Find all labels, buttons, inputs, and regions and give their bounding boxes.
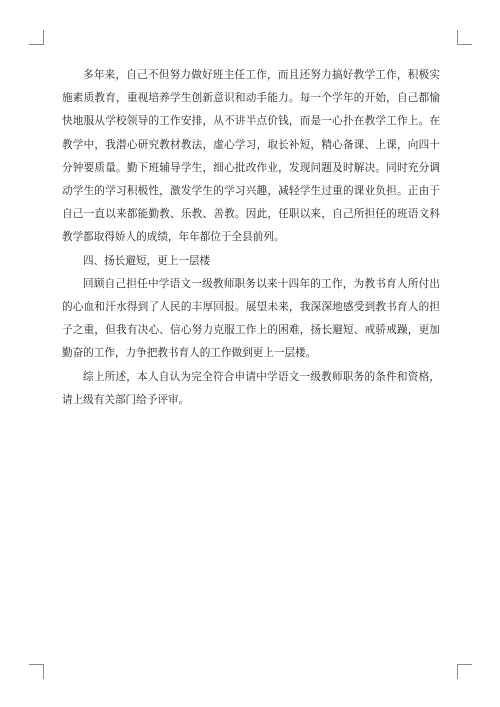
crop-mark-bottom-right [457,664,472,679]
section-heading-4: 四、扬长避短，更上一层楼 [83,254,211,267]
paragraph-outlook: 回顾自己担任中学语文一级教师职务以来十四年的工作，为教书育人所付出的心血和汗水得到了人民的丰厚回报。展望未来，我深深地感受到教书育人的担子之重，但我有决心、信心努力克服工作上的困难，扬长避短、戒骄戒躁，更加勤奋的工作，力争把教书育人的工作做到更上一层楼。 [62,277,440,360]
crop-mark-bottom-left [29,664,44,679]
crop-mark-top-left [29,30,44,45]
crop-mark-top-right [457,30,472,45]
paragraph-conclusion: 综上所述，本人自认为完全符合申请中学语文一级教师职务的条件和资格，请上级有关部门给予评审。 [62,370,440,406]
paragraph-teaching-work: 多年来，自己不但努力做好班主任工作，而且还努力搞好教学工作，积极实施素质教育，重视培养学生创新意识和动手能力。每一个学年的开始，自己都愉快地服从学校领导的工作安排，从不讲半点价钱，而是一心扑在教学工作上。在教学中，我潜心研究教材教法，虚心学习，取长补短，精心备课、上课，向四十分钟要质量。勤下班辅导学生，细心批改作业，发现问题及时解决。同时充分调动学生的学习积极性，激发学生的学习兴趣，减轻学生过重的课业负担。正由于自己一直以来都能勤教、乐教、善教。因此，任职以来，自己所担任的班语文科教学都取得娇人的成绩，年年都位于全县前列。 [62,69,440,244]
document-body [62,64,440,412]
